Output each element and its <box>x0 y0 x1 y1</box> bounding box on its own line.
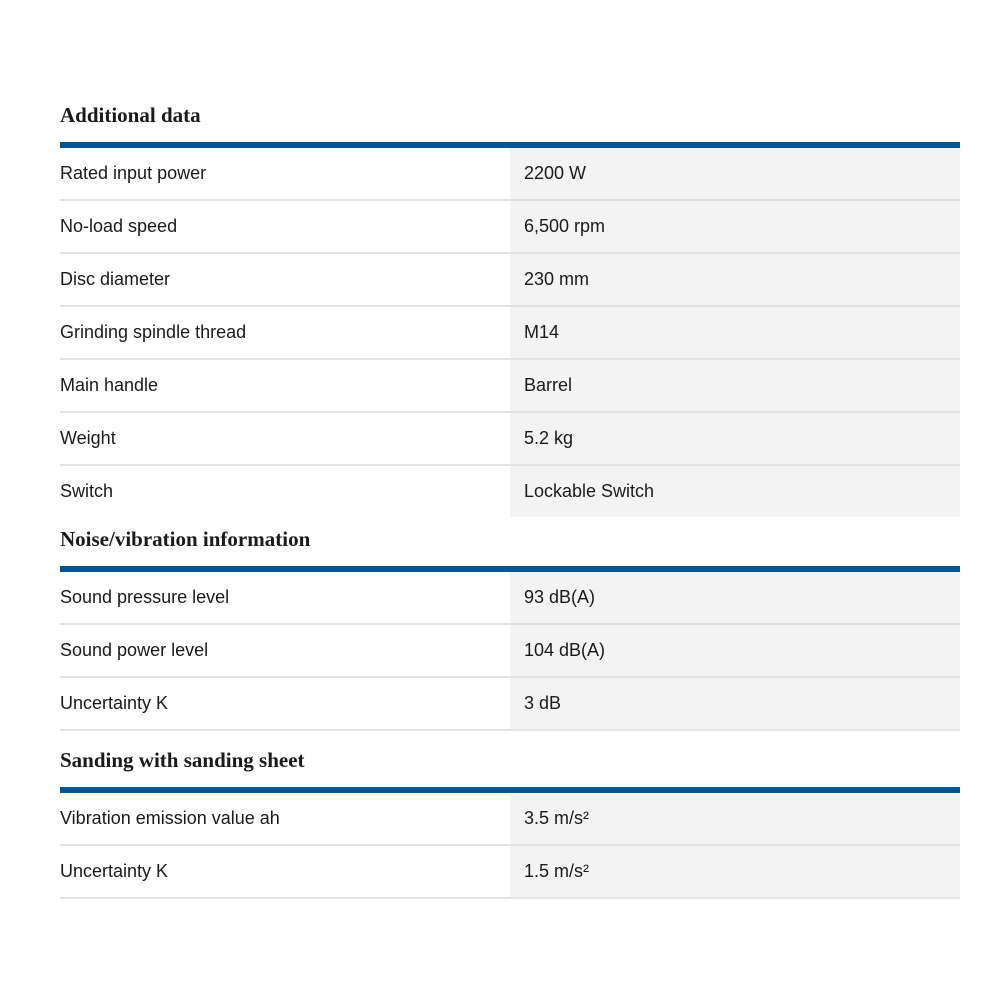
spec-value: 5.2 kg <box>510 413 960 464</box>
spec-value: 230 mm <box>510 254 960 305</box>
spec-label: No-load speed <box>60 216 178 236</box>
spec-value: M14 <box>510 307 960 358</box>
spec-row <box>60 360 960 413</box>
spec-value: 1.5 m/s² <box>510 846 960 897</box>
section-additional-data <box>60 100 960 517</box>
spec-label: Uncertainty K <box>60 861 169 881</box>
spec-label: Rated input power <box>60 163 207 183</box>
spec-label: Main handle <box>60 375 159 395</box>
spec-row <box>60 307 960 360</box>
spec-label: Vibration emission value ah <box>60 808 280 828</box>
spec-value: 3 dB <box>510 678 960 729</box>
spec-value: 93 dB(A) <box>510 572 960 623</box>
section-noise-vibration <box>60 524 960 731</box>
section-sanding <box>60 745 960 899</box>
spec-row <box>60 413 960 466</box>
spec-row <box>60 466 960 517</box>
spec-value: 104 dB(A) <box>510 625 960 676</box>
spec-value: Lockable Switch <box>510 466 960 517</box>
spec-row <box>60 254 960 307</box>
spec-label: Weight <box>60 428 116 448</box>
spec-row <box>60 201 960 254</box>
spec-value: 3.5 m/s² <box>510 793 960 844</box>
spec-value: 2200 W <box>510 148 960 199</box>
spec-row <box>60 572 960 625</box>
spec-row <box>60 625 960 678</box>
spec-row <box>60 793 960 846</box>
spec-row <box>60 846 960 899</box>
spec-label: Switch <box>60 481 114 501</box>
spec-label: Disc diameter <box>60 269 171 289</box>
spec-label: Uncertainty K <box>60 693 169 713</box>
spec-label: Grinding spindle thread <box>60 322 247 342</box>
section-title: Noise/vibration information <box>60 527 311 551</box>
spec-row <box>60 148 960 201</box>
spec-value: 6,500 rpm <box>510 201 960 252</box>
section-title: Additional data <box>60 103 201 127</box>
spec-label: Sound power level <box>60 640 209 660</box>
spec-row <box>60 678 960 731</box>
spec-value: Barrel <box>510 360 960 411</box>
section-title: Sanding with sanding sheet <box>60 748 305 772</box>
spec-label: Sound pressure level <box>60 587 230 607</box>
